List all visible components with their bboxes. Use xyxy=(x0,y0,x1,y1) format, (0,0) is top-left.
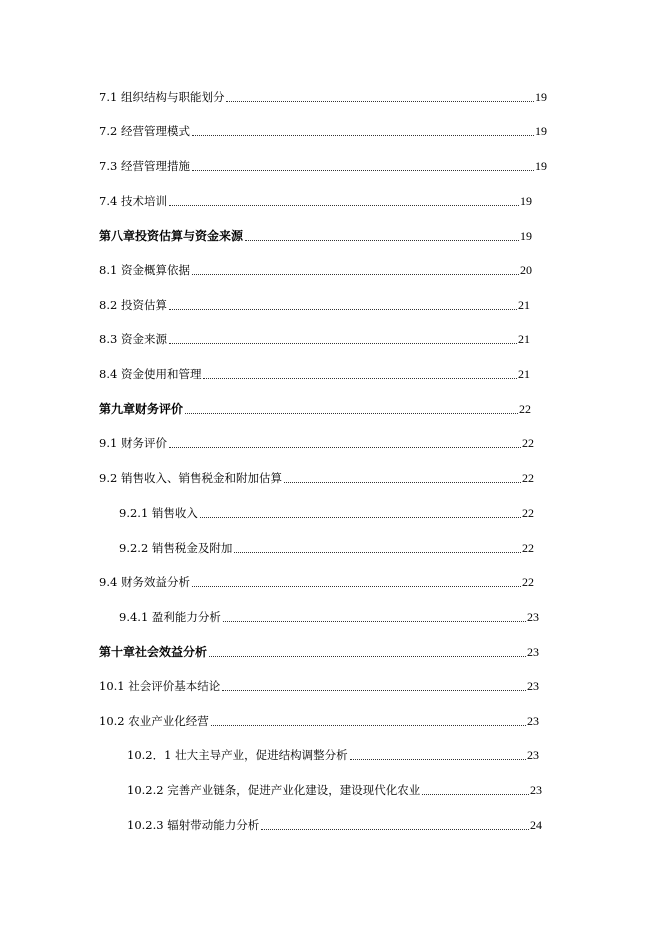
toc-entry-page-number: 22 xyxy=(522,436,534,450)
toc-entry-label: 10.2 农业产业化经营 xyxy=(99,714,209,728)
toc-entry-page-number: 23 xyxy=(527,679,539,693)
toc-entry-page-number: 21 xyxy=(518,332,530,346)
toc-entry-page-number: 22 xyxy=(522,506,534,520)
toc-entry-label: 7.2 经营管理模式 xyxy=(99,124,190,138)
toc-entry-page-number: 23 xyxy=(527,748,539,762)
toc-entry-label: 10.2.3 辐射带动能力分析 xyxy=(127,818,260,832)
toc-entry-label: 10.2．1 壮大主导产业，促进结构调整分析 xyxy=(127,748,348,762)
dot-leader xyxy=(226,100,534,102)
dot-leader xyxy=(200,516,521,518)
toc-entry-10-1[interactable] xyxy=(99,673,539,693)
dot-leader xyxy=(185,412,518,414)
toc-entry-10-2-3[interactable] xyxy=(127,812,542,832)
toc-entry-page-number: 19 xyxy=(535,124,547,138)
toc-entry-label: 第九章财务评价 xyxy=(99,402,184,416)
toc-chapter-9[interactable] xyxy=(99,396,531,416)
dot-leader xyxy=(223,620,526,622)
toc-entry-page-number: 22 xyxy=(522,471,534,485)
toc-entry-label: 10.2.2 完善产业链条，促进产业化建设，建设现代化农业 xyxy=(127,783,421,797)
toc-entry-page-number: 22 xyxy=(522,541,534,555)
dot-leader xyxy=(211,724,526,726)
dot-leader xyxy=(169,342,517,344)
toc-entry-label: 7.1 组织结构与职能划分 xyxy=(99,90,225,104)
dot-leader xyxy=(234,551,521,553)
toc-entry-page-number: 19 xyxy=(520,194,532,208)
toc-entry-label: 9.4.1 盈利能力分析 xyxy=(119,610,221,624)
dot-leader xyxy=(192,585,521,587)
toc-entry-7-2[interactable] xyxy=(99,118,547,138)
dot-leader xyxy=(245,239,519,241)
toc-chapter-10[interactable] xyxy=(99,639,539,659)
dot-leader xyxy=(169,308,517,310)
toc-entry-9-2[interactable] xyxy=(99,465,534,485)
dot-leader xyxy=(350,758,526,760)
toc-entry-page-number: 21 xyxy=(518,367,530,381)
toc-entry-label: 9.2 销售收入、销售税金和附加估算 xyxy=(99,471,282,485)
toc-entry-label: 8.3 资金来源 xyxy=(99,332,167,346)
toc-entry-7-1[interactable] xyxy=(99,84,547,104)
dot-leader xyxy=(192,273,519,275)
toc-entry-page-number: 23 xyxy=(527,610,539,624)
toc-entry-page-number: 24 xyxy=(530,818,542,832)
toc-entry-label: 9.1 财务评价 xyxy=(99,436,167,450)
toc-entry-label: 7.4 技术培训 xyxy=(99,194,167,208)
dot-leader xyxy=(203,377,517,379)
toc-entry-8-2[interactable] xyxy=(99,292,530,312)
dot-leader xyxy=(169,204,519,206)
dot-leader xyxy=(261,828,529,830)
toc-entry-page-number: 19 xyxy=(535,90,547,104)
toc-entry-9-4-1[interactable] xyxy=(119,604,539,624)
toc-entry-page-number: 23 xyxy=(527,645,539,659)
toc-entry-page-number: 21 xyxy=(518,298,530,312)
toc-entry-label: 7.3 经营管理措施 xyxy=(99,159,190,173)
toc-entry-label: 第八章投资估算与资金来源 xyxy=(99,229,244,243)
dot-leader xyxy=(192,134,534,136)
dot-leader xyxy=(284,481,521,483)
toc-entry-10-2[interactable] xyxy=(99,708,539,728)
toc-entry-page-number: 23 xyxy=(527,714,539,728)
toc-entry-8-3[interactable] xyxy=(99,326,530,346)
toc-entry-label: 9.2.2 销售税金及附加 xyxy=(119,541,233,555)
dot-leader xyxy=(169,446,521,448)
dot-leader xyxy=(422,793,529,795)
toc-entry-page-number: 23 xyxy=(530,783,542,797)
toc-entry-9-1[interactable] xyxy=(99,430,534,450)
toc-entry-label: 8.4 资金使用和管理 xyxy=(99,367,202,381)
toc-entry-label: 8.1 资金概算依据 xyxy=(99,263,190,277)
toc-entry-page-number: 19 xyxy=(520,229,532,243)
toc-entry-9-4[interactable] xyxy=(99,569,534,589)
toc-entry-8-1[interactable] xyxy=(99,257,532,277)
toc-chapter-8[interactable] xyxy=(99,223,532,243)
toc-entry-label: 第十章社会效益分析 xyxy=(99,645,208,659)
toc-entry-10-2-2[interactable] xyxy=(127,777,542,797)
toc-entry-8-4[interactable] xyxy=(99,361,530,381)
toc-entry-page-number: 20 xyxy=(520,263,532,277)
toc-entry-page-number: 19 xyxy=(535,159,547,173)
toc-entry-label: 10.1 社会评价基本结论 xyxy=(99,679,221,693)
toc-entry-9-2-1[interactable] xyxy=(119,500,534,520)
toc-entry-7-3[interactable] xyxy=(99,153,547,173)
dot-leader xyxy=(209,655,526,657)
toc-entry-page-number: 22 xyxy=(519,402,531,416)
toc-entry-label: 9.2.1 销售收入 xyxy=(119,506,198,520)
toc-entry-label: 9.4 财务效益分析 xyxy=(99,575,190,589)
toc-entry-label: 8.2 投资估算 xyxy=(99,298,167,312)
toc-entry-9-2-2[interactable] xyxy=(119,535,534,555)
dot-leader xyxy=(192,169,534,171)
toc-entry-page-number: 22 xyxy=(522,575,534,589)
toc-entry-10-2-1[interactable] xyxy=(127,742,539,762)
dot-leader xyxy=(222,689,526,691)
toc-entry-7-4[interactable] xyxy=(99,188,532,208)
